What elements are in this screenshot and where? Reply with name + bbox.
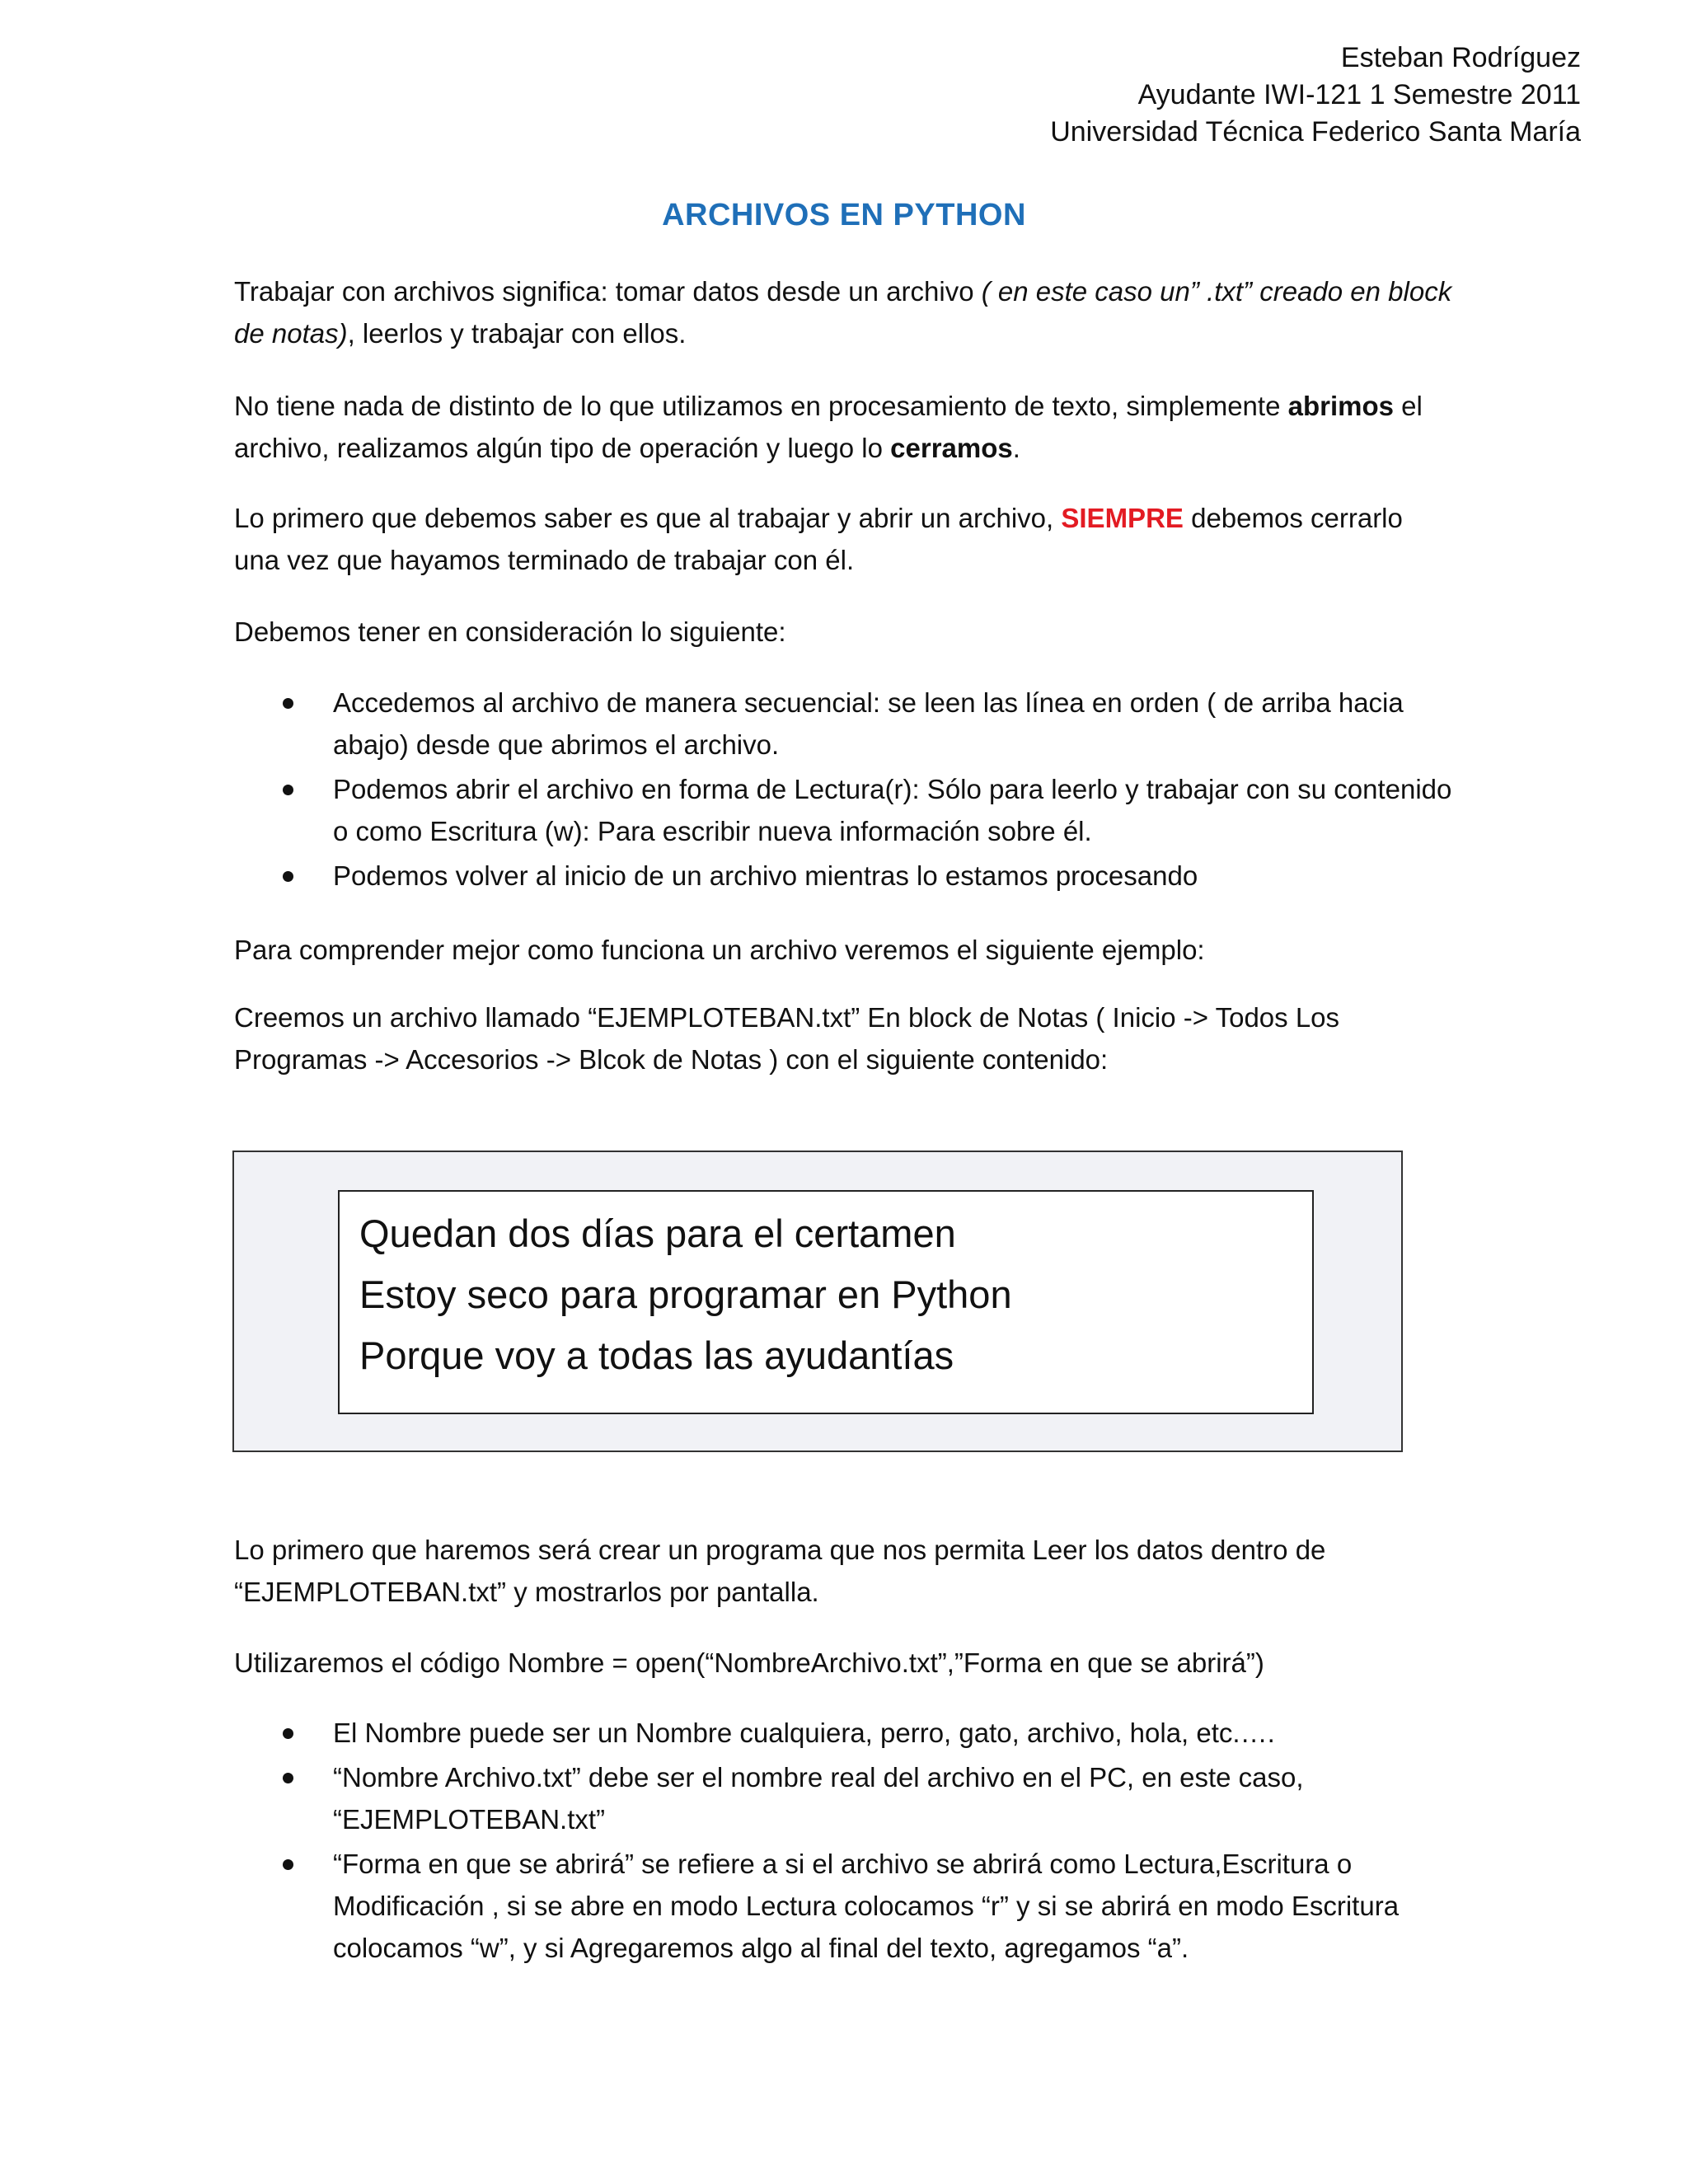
paragraph-example-intro (234, 929, 1454, 971)
paragraph-intro-italic: ( en este caso un” .txt” creado en block de notas) (234, 276, 1452, 349)
paragraph-example-intro-text: Para comprender mejor como funciona un archivo veremos el siguiente ejemplo: (234, 935, 1205, 965)
paragraph-consider (234, 611, 1454, 653)
header-university: Universidad Técnica Federico Santa María (1050, 116, 1581, 148)
red-siempre: SIEMPRE (1061, 503, 1184, 533)
bullet-list-open-params (234, 1712, 1454, 1971)
file-line: Porque voy a todas las ayudantías (359, 1333, 954, 1377)
paragraph-intro-text-end: , leerlos y trabajar con ellos. (347, 318, 687, 349)
list-item (234, 1712, 1454, 1754)
list-item (234, 1843, 1454, 1969)
bold-cerramos: cerramos (890, 433, 1013, 463)
paragraph-create-file (234, 996, 1454, 1080)
bullet-icon (283, 698, 293, 709)
bullet-icon (283, 1728, 293, 1739)
paragraph-open-close-text: No tiene nada de distinto de lo que utilizamos en procesamiento de texto, simplemente (234, 391, 1288, 421)
list-item (234, 682, 1454, 766)
paragraph-open-syntax (234, 1642, 1454, 1684)
header-author: Esteban Rodríguez (1340, 42, 1581, 73)
paragraph-create-file-text: Creemos un archivo llamado “EJEMPLOTEBAN.txt” En block de Notas ( Inicio -> Todos Los Programas -> Accesorios -> Blcok de Notas ) con el siguiente contenido: (234, 1002, 1340, 1075)
paragraph-always-close-end: debemos cerrarlo una vez que hayamos terminado de trabajar con él. (234, 503, 1403, 575)
paragraph-open-close (234, 385, 1454, 469)
paragraph-read-program-text: Lo primero que haremos será crear un programa que nos permita Leer los datos dentro de “EJEMPLOTEBAN.txt” y mostrarlos por pantalla. (234, 1535, 1326, 1607)
list-item-text: Accedemos al archivo de manera secuencial: se leen las línea en orden ( de arriba hacia abajo) desde que abrimos el archivo. (333, 687, 1404, 760)
page-header (1050, 40, 1581, 151)
list-item-text: Podemos abrir el archivo en forma de Lectura(r): Sólo para leerlo y trabajar con su contenido o como Escritura (w): Para escribir nueva información sobre él. (333, 774, 1452, 846)
list-item (234, 855, 1454, 897)
header-role: Ayudante IWI-121 1 Semestre 2011 (1137, 79, 1581, 110)
list-item-text: “Nombre Archivo.txt” debe ser el nombre real del archivo en el PC, en este caso, “EJEMPLOTEBAN.txt” (333, 1762, 1304, 1835)
paragraph-intro-text: Trabajar con archivos significa: tomar datos desde un archivo (234, 276, 982, 307)
document-title: ARCHIVOS EN PYTHON (662, 198, 1026, 232)
bullet-icon (283, 871, 293, 882)
paragraph-consider-text: Debemos tener en consideración lo siguiente: (234, 616, 786, 647)
paragraph-open-close-end: . (1012, 433, 1020, 463)
paragraph-always-close-text: Lo primero que debemos saber es que al trabajar y abrir un archivo, (234, 503, 1062, 533)
list-item-text: Podemos volver al inicio de un archivo mientras lo estamos procesando (333, 860, 1198, 891)
file-line: Quedan dos días para el certamen (359, 1212, 956, 1255)
paragraph-open-close-mid: el archivo, realizamos algún tipo de operación y luego lo (234, 391, 1423, 463)
list-item-text: “Forma en que se abrirá” se refiere a si el archivo se abrirá como Lectura,Escritura o Modificación , si se abre en modo Lectura colocamos “r” y si se abrirá en modo Escritura colocamos “w”, y si Agregaremos algo al final del texto, agregamos “a”. (333, 1849, 1400, 1963)
paragraph-always-close (234, 497, 1454, 581)
bullet-list-concepts (234, 682, 1454, 899)
bullet-icon (283, 1773, 293, 1783)
list-item (234, 1756, 1454, 1840)
file-example-content (338, 1190, 1314, 1414)
file-line: Estoy seco para programar en Python (359, 1272, 1012, 1316)
paragraph-intro (234, 270, 1454, 354)
bullet-icon (283, 785, 293, 795)
list-item (234, 768, 1454, 852)
list-item-text: El Nombre puede ser un Nombre cualquiera, perro, gato, archivo, hola, etc.…. (333, 1718, 1275, 1748)
paragraph-read-program (234, 1529, 1454, 1613)
bold-abrimos: abrimos (1287, 391, 1394, 421)
bullet-icon (283, 1859, 293, 1870)
paragraph-open-syntax-text: Utilizaremos el código Nombre = open(“NombreArchivo.txt”,”Forma en que se abrirá”) (234, 1647, 1264, 1678)
